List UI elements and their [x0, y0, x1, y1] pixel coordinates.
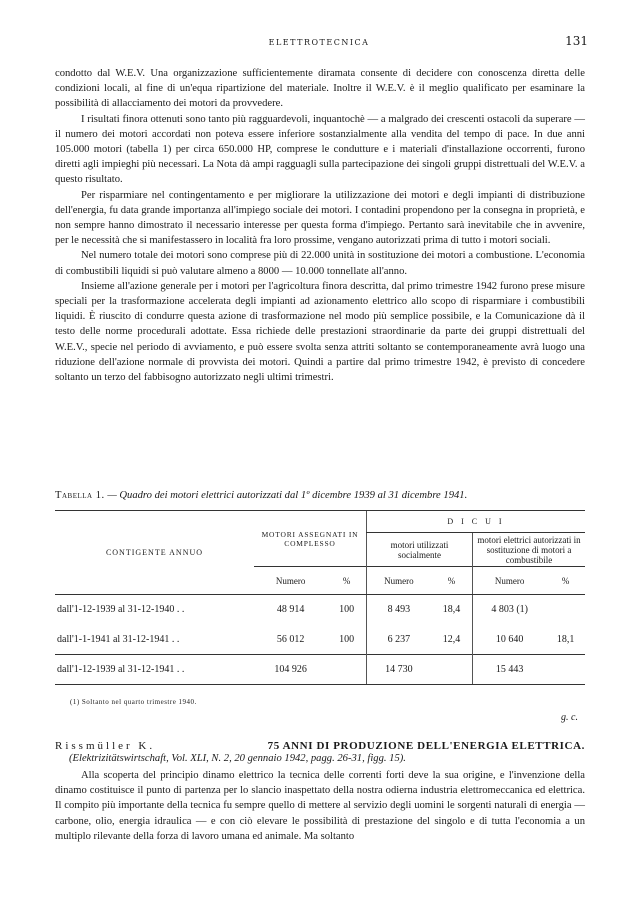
table-signature: g. c. [561, 712, 578, 723]
row-period: dall'1-12-1939 al 31-12-1941 . . [55, 655, 254, 685]
cell-social-number: 6 237 [366, 625, 430, 655]
table-footnote: (1) Soltanto nel quarto trimestre 1940. [70, 698, 197, 706]
column-header-replacement: motori elettrici autorizzati in sostituzione di motori a combustibile [473, 533, 585, 567]
cell-total-percent: 100 [339, 633, 355, 645]
cell-social-percent: 12,4 [442, 633, 461, 645]
column-header-social: motori utilizzati socialmente [366, 533, 472, 567]
table-label: Tabella 1. [55, 490, 105, 501]
cell-total-number: 48 914 [276, 604, 305, 616]
column-header-total: MOTORI ASSEGNATI IN COMPLESSO [254, 511, 366, 567]
cell-replacement-percent [546, 595, 585, 625]
table-row [55, 625, 585, 655]
table-description: — Quadro dei motori elettrici autorizzati dal 1º dicembre 1939 al 31 dicembre 1941. [107, 490, 468, 501]
column-header-percent: % [546, 567, 585, 595]
column-header-percent: % [431, 567, 473, 595]
running-header: ELETTROTECNICA [268, 38, 370, 47]
cell-replacement-number: 4 803 (1) [473, 595, 547, 625]
cell-social-percent [431, 655, 473, 685]
article-review [55, 740, 585, 844]
paragraph: Insieme all'azione generale per i motori per l'agricoltura finora descritta, dal primo trimestre 1942 furono prese misure speciali per la trasformazione accelerata degli impianti ad azionamento elettrico allo scopo di risparmiare i combustibili liquidi. È riuscito di condurre questa azione di trasformazione nel modo più semplice possibile, e la Comunicazione dà il testo delle norme procedurali adottate. Essa richiede delle prestazioni straordinarie da parte dei gruppi distrettuali del W.E.V., specie nel periodo di avviamento, e può essere svolta senza attriti soltanto se contemporaneamente avrà luogo una riduzione dell'azione normale di provvista dei motori. Quindi a partire dal primo trimestre 1942, è previsto di concedere soltanto un terzo del fabbisogno autorizzato negli ultimi trimestri. [55, 280, 585, 384]
cell-total-percent: 100 [339, 604, 355, 616]
cell-total-number: 104 926 [254, 655, 327, 685]
cell-total-percent [327, 655, 366, 685]
cell-social-percent: 18,4 [442, 604, 461, 616]
cell-social-number: 14 730 [366, 655, 430, 685]
row-period: dall'1-12-1939 al 31-12-1940 . . [57, 604, 185, 616]
article-reference: (Elektrizitätswirtschaft, Vol. XLI, N. 2, 20 gennaio 1942, pagg. 26-31, figg. 15). [69, 753, 406, 764]
article-author: Rissmüller K. [55, 740, 156, 752]
cell-replacement-percent [546, 655, 585, 685]
page-number: 131 [565, 34, 588, 48]
cell-replacement-number: 15 443 [473, 655, 547, 685]
column-header-contingente: CONTIGENTE ANNUO [55, 511, 254, 595]
column-header-number: Numero [254, 567, 327, 595]
row-period: dall'1-1-1941 al 31-12-1941 . . [57, 633, 180, 645]
table-caption [55, 490, 585, 501]
main-text [55, 66, 585, 385]
motor-authorization-table [55, 510, 585, 685]
column-header-number: Numero [473, 567, 547, 595]
article-title: 75 ANNI DI PRODUZIONE DELL'ENERGIA ELETTRICA. [267, 740, 585, 752]
cell-replacement-percent: 18,1 [556, 633, 575, 645]
article-heading [55, 740, 585, 752]
column-header-percent: % [327, 567, 366, 595]
column-header-number: Numero [366, 567, 430, 595]
column-header-of-which: D I C U I [366, 511, 585, 533]
cell-social-number: 8 493 [366, 595, 430, 625]
table-row [55, 655, 585, 685]
paragraph: Per risparmiare nel contingentamento e per migliorare la utilizzazione dei motori e degli impianti di distribuzione dell'energia, fu data grande importanza all'impiego sociale dei motori. I contadini propendono per la consegna in proprietà, e non sempre hanno dimostrato il necessario interesse per questa forma d'impiego. Pertanto sarà inevitabile che in avvenire, per le necessità che si manifestassero in località fra loro prossime, vengano autorizzati prima di tutto i motori sociali. [55, 189, 585, 247]
table-row [55, 595, 585, 625]
cell-replacement-number: 10 640 [473, 625, 547, 655]
paragraph: Nel numero totale dei motori sono comprese più di 22.000 unità in sostituzione dei motori a combustione. L'economia di combustibili liquidi si può valutare almeno a 8000 — 10.000 tonnellate all'anno. [55, 250, 585, 277]
paragraph: I risultati finora ottenuti sono tanto più ragguardevoli, inquantochè — a malgrado dei crescenti ostacoli da superare — il numero dei motori accordati non poteva essere inferiore sostanzialmente alla vendita del tempo di pace. In due anni 105.000 motori (tabella 1) per circa 650.000 HP, comprese le condutture e i materiali d'installazione occorrenti, furono diretti agli impieghi più necessari. La Nota dà ampi ragguagli sulla partecipazione dei singoli gruppi distrettuali del W.E.V. a questo risultato. [55, 113, 585, 186]
cell-total-number: 56 012 [276, 633, 305, 645]
article-body: Alla scoperta del principio dinamo elettrico la tecnica delle correnti forti deve la sua origine, e l'invenzione della dinamo costituisce il punto di partenza per lo slancio inaspettato della nostra odierna industria elettromeccanica ed elettrica. Il compito più importante della tecnica fu sempre quello di mettere al servizio degli uomini le sorgenti naturali di energia — carbone, olio, energia idraulica — e con ciò elevare le possibilità di prestazione del singolo e di tutta l'economia a un multiplo rilevante della forza di lavoro umana ed animale. Ma soltanto [55, 770, 585, 842]
paragraph: condotto dal W.E.V. Una organizzazione sufficientemente diramata consente di decidere con conoscenza diretta delle condizioni locali, al fine di un'equa ripartizione del materiale. Inoltre il W.E.V. è il meglio qualificato per esaminare la possibilità di allacciamento dei motori da provvedere. [55, 68, 585, 110]
